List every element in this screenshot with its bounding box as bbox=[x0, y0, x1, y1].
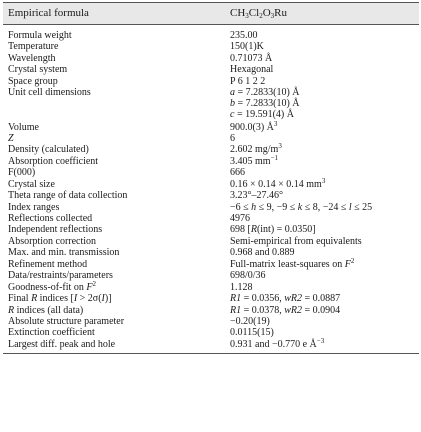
table-row bbox=[3, 327, 419, 338]
table-row bbox=[3, 133, 419, 144]
row-value: 4976 bbox=[230, 213, 250, 225]
row-label: F(000) bbox=[8, 167, 36, 179]
row-value: 698 [R(int) = 0.0350] bbox=[230, 224, 316, 236]
header-formula: $CH_3Cl_2O_3Ru$ bbox=[230, 7, 287, 20]
row-value: 235.00 bbox=[230, 30, 258, 41]
row-value: 0.931 and −0.770 e $Å^{-3}$ bbox=[230, 336, 325, 350]
table-row bbox=[3, 247, 419, 258]
row-label: R indices (all data) bbox=[8, 304, 84, 316]
table-row bbox=[3, 190, 419, 201]
table-row bbox=[3, 213, 419, 224]
row-value: −0.20(19) bbox=[230, 315, 270, 327]
row-label: Refinement method bbox=[8, 258, 88, 270]
row-label: Wavelength bbox=[8, 52, 56, 64]
table-bottom-rule bbox=[3, 353, 419, 354]
table-row bbox=[3, 64, 419, 75]
row-value: 698/0/36 bbox=[230, 270, 266, 282]
table-row bbox=[3, 270, 419, 281]
row-value: 666 bbox=[230, 167, 245, 179]
table-body bbox=[3, 30, 419, 354]
row-label: Absorption correction bbox=[8, 235, 97, 247]
row-label: Space group bbox=[8, 75, 58, 87]
row-value: 6 bbox=[230, 132, 235, 144]
row-value: Hexagonal bbox=[230, 64, 274, 76]
row-value: P 6 1 2 2 bbox=[230, 75, 266, 87]
row-label: Unit cell dimensions bbox=[8, 87, 91, 99]
row-value: −6 ≤ h ≤ 9, −9 ≤ k ≤ 8, −24 ≤ l ≤ 25 bbox=[230, 201, 373, 213]
row-label: Absorption coefficient bbox=[8, 155, 99, 167]
crystal-data-table bbox=[3, 2, 419, 354]
row-value: Full-matrix least-squares on $F^2$ bbox=[230, 256, 355, 270]
row-label: Absolute structure parameter bbox=[8, 315, 125, 327]
row-value: a = 7.2833(10) Å b = 7.2833(10) Å c = 19.591(4) Å bbox=[230, 87, 300, 121]
table-row bbox=[3, 176, 419, 190]
table-row bbox=[3, 53, 419, 64]
table-row bbox=[3, 167, 419, 178]
row-label: Temperature bbox=[8, 41, 59, 53]
row-label: Volume bbox=[8, 121, 39, 133]
table-row bbox=[3, 87, 419, 121]
row-value: 0.16 × 0.14 × 0.14 $mm^3$ bbox=[230, 176, 326, 190]
row-value: 150(1)K bbox=[230, 41, 264, 53]
row-value: 2.602 $mg/m^3$ bbox=[230, 142, 282, 156]
row-value: 900.0(3) $Å^3$ bbox=[230, 119, 278, 133]
table-row bbox=[3, 76, 419, 87]
row-label: Largest diff. peak and hole bbox=[8, 338, 116, 350]
table-row bbox=[3, 119, 419, 133]
row-label: Final R indices [I > 2σ(I)] bbox=[8, 293, 112, 305]
row-label: Max. and min. transmission bbox=[8, 247, 120, 259]
row-label: Independent reflections bbox=[8, 224, 103, 236]
row-value: R1 = 0.0356, wR2 = 0.0887 bbox=[230, 293, 341, 305]
row-label: Extinction coefficient bbox=[8, 327, 95, 339]
table-row bbox=[3, 316, 419, 327]
table-row bbox=[3, 256, 419, 270]
table-row bbox=[3, 236, 419, 247]
row-label: Density (calculated) bbox=[8, 144, 89, 156]
table-row bbox=[3, 224, 419, 235]
row-label: Crystal size bbox=[8, 178, 55, 190]
table-row bbox=[3, 305, 419, 316]
row-value: R1 = 0.0378, wR2 = 0.0904 bbox=[230, 304, 341, 316]
row-label: Reflections collected bbox=[8, 213, 93, 225]
table-row bbox=[3, 30, 419, 41]
table-row bbox=[3, 279, 419, 293]
table-row bbox=[3, 293, 419, 304]
row-value: 0.0115(15) bbox=[230, 327, 274, 339]
row-value: 0.71073 Å bbox=[230, 52, 273, 64]
row-label: Z bbox=[8, 132, 14, 144]
row-value: 3.405 $mm^{-1}$ bbox=[230, 153, 279, 167]
row-label: Goodness-of-fit on $F^2$ bbox=[8, 279, 96, 293]
row-value: 3.23°–27.46° bbox=[230, 190, 283, 202]
header-label: Empirical formula bbox=[8, 7, 89, 19]
table-row bbox=[3, 336, 419, 350]
row-label: Formula weight bbox=[8, 30, 72, 41]
row-value: 1.128 bbox=[230, 281, 253, 293]
row-label: Index ranges bbox=[8, 201, 60, 213]
table-row bbox=[3, 144, 419, 155]
table-row bbox=[3, 41, 419, 52]
table-row bbox=[3, 153, 419, 167]
row-label: Theta range of data collection bbox=[8, 190, 128, 202]
row-value: Semi-empirical from equivalents bbox=[230, 235, 362, 247]
row-label: Crystal system bbox=[8, 64, 68, 76]
table-header bbox=[3, 2, 419, 25]
row-label: Data/restraints/parameters bbox=[8, 270, 113, 282]
table-row bbox=[3, 202, 419, 213]
row-value: 0.968 and 0.889 bbox=[230, 247, 295, 259]
